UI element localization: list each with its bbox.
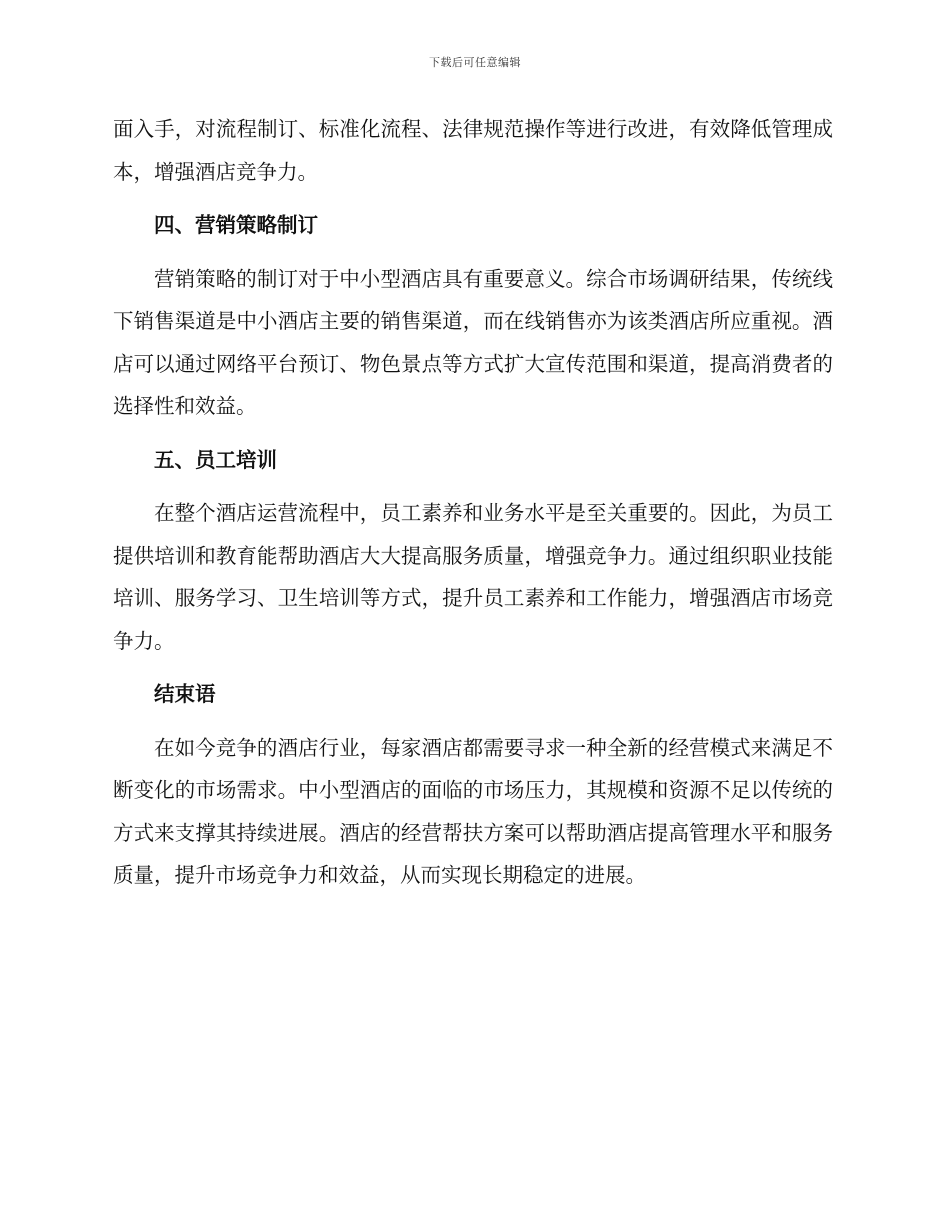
conclusion-paragraph: 在如今竞争的酒店行业，每家酒店都需要寻求一种全新的经营模式来满足不断变化的市场需求。中小型酒店的面临的市场压力，其规模和资源不足以传统的方式来支撑其持续进展。酒店的经营帮扶方案可以帮助酒店提高管理水平和服务质量，提升市场竞争力和效益，从而实现长期稳定的进展。: [113, 735, 833, 887]
section-5-paragraph: 在整个酒店运营流程中，员工素养和业务水平是至关重要的。因此，为员工提供培训和教育能帮助酒店大大提高服务质量，增强竞争力。通过组织职业技能培训、服务学习、卫生培训等方式，提升员工素养和工作能力，增强酒店市场竞争力。: [113, 501, 833, 653]
page-header: 下载后可任意编辑: [429, 56, 521, 69]
section-5-heading: 五、员工培训: [154, 447, 277, 472]
document-body: [113, 108, 833, 897]
section-4-heading: 四、营销策略制订: [154, 213, 318, 237]
conclusion-heading: 结束语: [154, 682, 216, 706]
section-4-paragraph: 营销策略的制订对于中小型酒店具有重要意义。综合市场调研结果，传统线下销售渠道是中小酒店主要的销售渠道，而在线销售亦为该类酒店所应重视。酒店可以通过网络平台预订、物色景点等方式扩大宣传范围和渠道，提高消费者的选择性和效益。: [113, 266, 833, 418]
intro-continuation-paragraph: 面入手，对流程制订、标准化流程、法律规范操作等进行改进，有效降低管理成本，增强酒店竞争力。: [113, 117, 833, 184]
